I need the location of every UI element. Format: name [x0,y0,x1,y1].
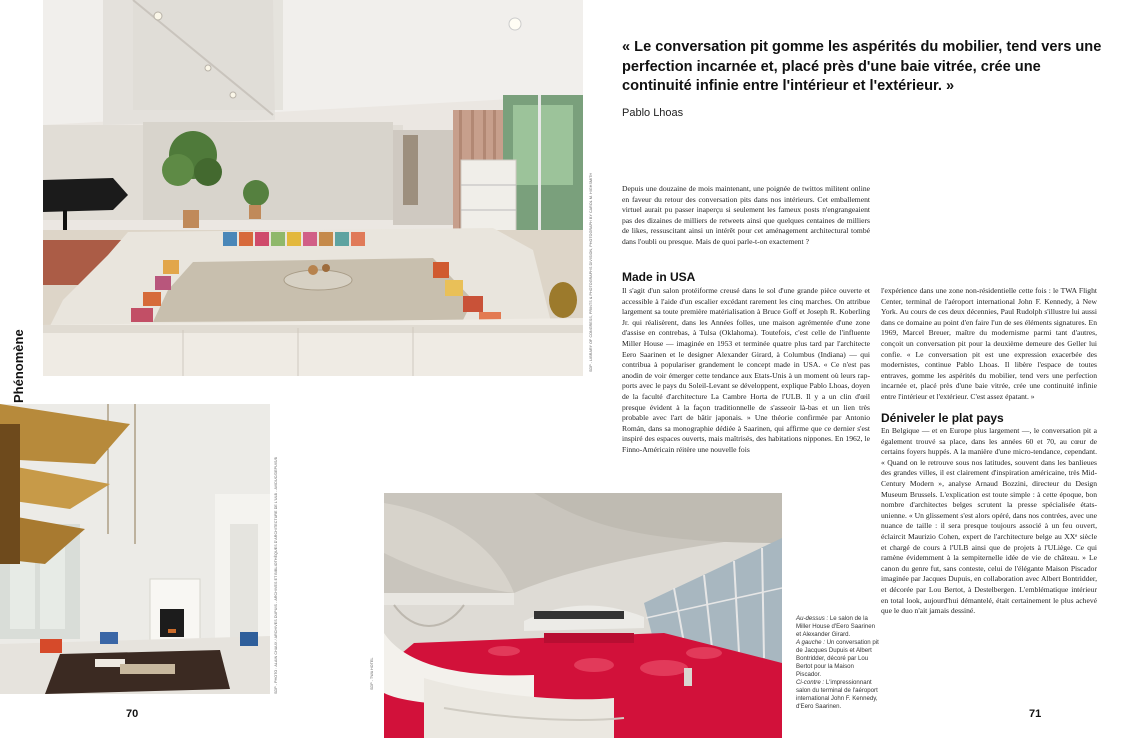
caption-lead-1: Au-dessus : [796,615,829,622]
pull-quote: « Le conversation pit gomme les aspérités du mobilier, tend vers une perfection incarnée et, placé près d'une baie vitrée, crée une continuité infinie entre l'intérieur et l'extérieur. » [622,39,1102,94]
caption-text-1: Le salon de la Miller House d'Eero Saarinen et Alexander Girard. [796,615,876,638]
photo-caption [796,615,880,711]
photo-credit-miller: SDP - LIBRARY OF CONGRESS, PRINTS & PHOTOGRAPHS DIVISION, PHOTOGRAPH BY CAROL M. HIGHSMITH [589,172,593,372]
caption-text-3: L'impressionnant salon du terminal de l'aéroport international John F. Kennedy, d'Eero Saarinen. [796,679,878,710]
photo-credit-twa: SDP - TWA HOTEL [370,657,374,690]
made-in-usa-text: Il s'agit d'un salon protéiforme creusé dans le sol d'une grande pièce ouverte et accessible à l'aide d'un escalier excédant rarement les cinq marches. On attribue largement sa toute première matérialisation à Bruce Goff et Joseph R. Koberling Jr. qui réalisèrent, dans les Années folles, une maison agrémentée d'une zone d'assise en contrebas, à Tulsa (Oklahoma). Toutefois, c'est celle de l'influente Miller House — imaginée en 1953 et terminée quatre plus tard par l'architecte Eero Saarinen et le designer Alexander Girard, à Columbus (Indiana) — qui contribua à populariser grandement le concept made in USA. « Ce n'est pas anodin de voir émerger cette tendance aux Etats-Unis à un moment où leurs rapports avec le pays du Soleil-Levant se développent, explique Pablo Lhoas, doyen de la faculté d'architecture La Cambre Horta de l'ULB. Il y a un clin d'œil presque évident à la façon traditionnelle de s'asseoir là-bas et un lien très probable avec l'art de bâtir japonais. » Une théorie confirmée par Antonio Román, dans sa monographie dédiée à Saarinen, qui affirme que ce dernier s'est inspiré des espaces ouverts, mais maîtrisés, des habitations nippones. En 1962, le Finno-Américain réitère une nouvelle fois [622,286,870,454]
caption-twa [796,679,880,711]
heading-made-in-usa: Made in USA [622,270,696,284]
pull-quote-author: Pablo Lhoas [622,107,684,119]
made-in-usa-column-1 [622,286,870,456]
caption-lead-3: Ci-contre : [796,679,825,686]
made-in-usa-continuation: l'expérience dans une zone non-résidentielle cette fois : le TWA Flight Center, terminal de l'aéroport international John F. Kennedy, à New York. Au cours de ces deux décennies, Paul Rudolph s'illustre lui aussi dans ce domaine au point d'en faire l'un de ses éléments signatures. En 1969, Marcel Breuer, maître du modernisme parmi tant d'autres, conçoit un conversation pit pour la deuxième demeure des Geller lui confie. « Le conversation pit est une expression exacerbée des modernistes, continue Pablo Lhoas. Il libère l'espace de toutes entraves, gomme les aspérités du mobilier, tend vers une perfection incarnée et, placé près d'une baie vitrée, crée une continuité infinie entre l'intérieur et l'extérieur. C'est assez épatant. » [881,286,1097,401]
miller-house-photo [43,0,583,376]
made-in-usa-column-2 [881,286,1097,403]
maison-piscador-photo [0,404,270,694]
caption-miller [796,615,880,639]
twa-terminal-photo [384,493,782,738]
intro-paragraph [622,184,870,248]
intro-text: Depuis une douzaine de mois maintenant, une poignée de twittos militent online en faveur du retour des conversation pits dans nos intérieurs. Cet emballement virtuel aurait pu passer inaperçu si seulement les fameux posts n'engrangeaient pas des dizaines de milliers de retweets ainsi que quelques centaines de milliers de likes, ressuscitant ainsi un intérêt pour cet aménagement architectural tombé dans l'oubli ou presque. Mais de quoi parle-t-on exactement ? [622,184,870,246]
deniveler-column [881,426,1097,617]
heading-deniveler: Déniveler le plat pays [881,411,1004,425]
photo-credit-piscador: SDP - PHOTO : ALAIN CHAUX / ARCHIVES DUPUIS - ARCHIVES ET BIBLIOTHÈQUES D'ARCHITECTURE DE L'ULB - AVIDUC/DEPUIS/B [274,456,278,694]
caption-piscador [796,639,880,679]
deniveler-text: En Belgique — et en Europe plus largement —, le conversation pit a également trouvé sa place, dans les années 60 et 70, au cœur de certains foyers huppés. A la manière d'une micro-tendance, cependant. « Quand on le retrouve sous nos latitudes, souvent dans les banlieues des grandes villes, il est clairement d'inspiration américaine, très Mid-Century Modern », analyse Arnaud Bozzini, directeur du Design Museum Brussels. L'explication est toute simple : à cette époque, bon nombre d'architectes belges scrutent la presse spécialisée états-unienne. « Un glissement s'est alors opéré, dans nos contrées, avec une nuance de taille : il sera presque toujours associé à un feu ouvert, éclaircit Maurizio Cohen, expert de l'architecture belge au XXᵉ siècle et chargé de cours à l'ULB ainsi que de projets à l'ULiège. Ce qui ramène évidemment à la sempiternelle idée de vie de château. » Le canon du genre fut, sans conteste, celui de l'élégante Maison Piscador imaginée par Jacques Dupuis, en collaboration avec Albert Bontridder, et décorée par Lou Bertot, à Destelbergen. L'emblématique intérieur en total look, aujourd'hui démantelé, était certainement le plus achevé que le duo n'ait jamais dessiné. [881,426,1097,616]
caption-text-2: Un conversation pit de Jacques Dupuis et Albert Bontridder, décoré par Lou Bertot pour la Maison Piscador. [796,639,879,678]
caption-lead-2: A gauche : [796,639,825,646]
page-number-left: 70 [126,708,139,720]
page-number-right: 71 [1029,708,1042,720]
section-label: Phénomène [11,329,26,403]
